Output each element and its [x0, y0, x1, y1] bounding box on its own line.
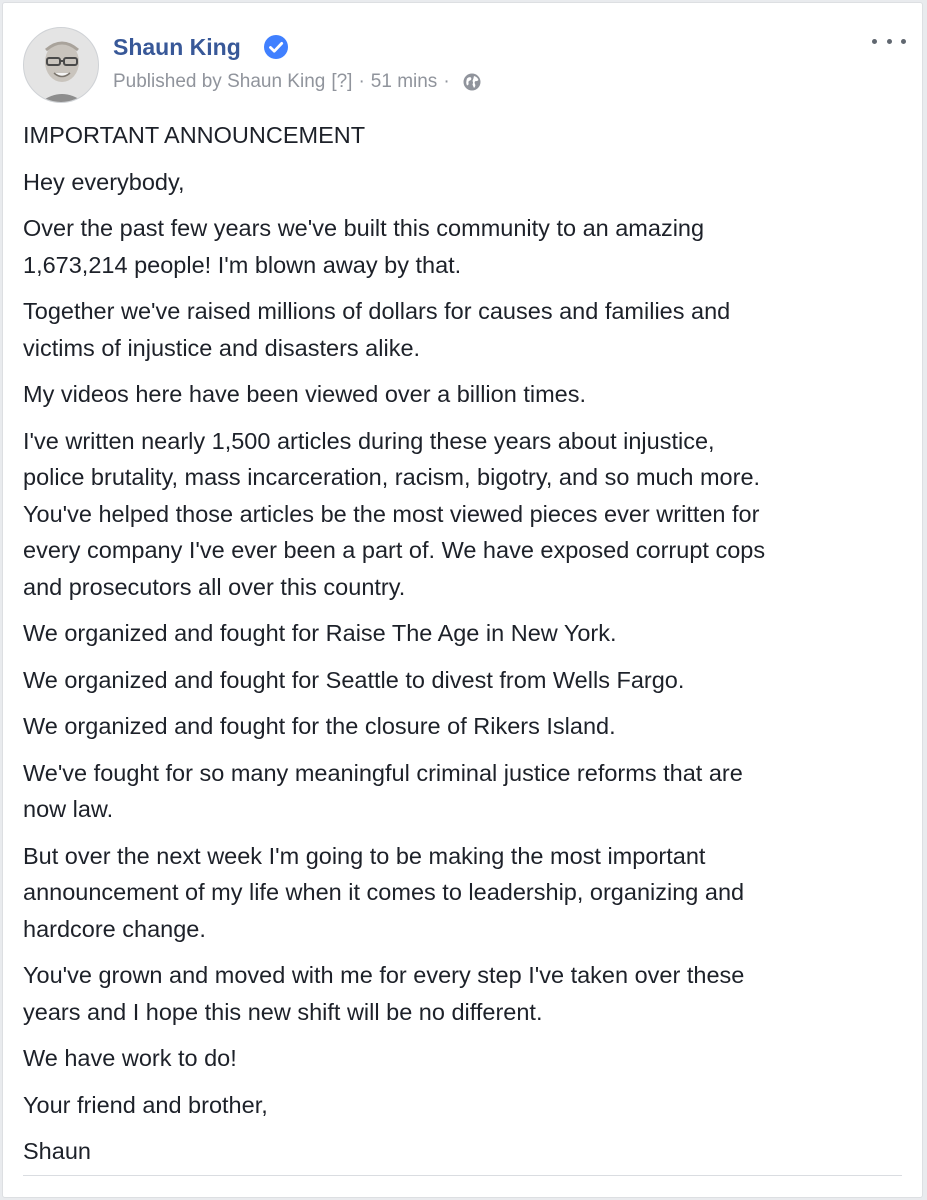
avatar[interactable] [23, 27, 99, 103]
post-paragraph-work: We have work to do! [23, 1045, 237, 1071]
post-heading: IMPORTANT ANNOUNCEMENT [23, 122, 366, 148]
post-paragraph-raised: Together we've raised millions of dollars for causes and families and victims of injustice and disasters alike. [23, 298, 731, 361]
more-options-button[interactable] [872, 29, 906, 53]
timestamp-link[interactable]: 51 mins [370, 71, 438, 92]
post-closing: Your friend and brother, [23, 1091, 268, 1118]
meta-separator: · [358, 71, 365, 92]
post-meta [113, 67, 482, 97]
author-name-link[interactable]: Shaun King [113, 34, 241, 60]
post-body [23, 117, 903, 1180]
post-paragraph-community: Over the past few years we've built this community to an amazing 1,673,214 people! I'm blown away by that. [23, 215, 705, 278]
post-paragraph-articles: I've written nearly 1,500 articles during these years about injustice, police brutality, mass incarceration, racism, bigotry, and so much more. You've helped those articles be the most viewed pieces ever written for every company I've ever been a part of. We have exposed corrupt cops and prosecutors all over this country. [23, 427, 766, 600]
globe-icon[interactable] [462, 72, 482, 92]
post-signature: Shaun [23, 1138, 91, 1164]
post-greeting: Hey everybody, [23, 168, 185, 195]
more-options-icon [872, 39, 877, 44]
post-card [2, 2, 923, 1198]
post-paragraph-raise-age: We organized and fought for Raise The Age in New York. [23, 620, 617, 646]
verified-badge-icon [263, 34, 289, 60]
post-paragraph-grown: You've grown and moved with me for every step I've taken over these years and I hope this new shift will be no different. [23, 962, 745, 1025]
post-paragraph-reforms: We've fought for so many meaningful criminal justice reforms that are now law. [23, 759, 743, 822]
footer-divider [23, 1175, 902, 1176]
help-link[interactable]: [?] [331, 71, 353, 92]
post-paragraph-rikers: We organized and fought for the closure of Rikers Island. [23, 713, 616, 739]
post-paragraph-announcement: But over the next week I'm going to be making the most important announcement of my life when it comes to leadership, organizing and hardcore change. [23, 842, 745, 942]
post-paragraph-seattle: We organized and fought for Seattle to divest from Wells Fargo. [23, 666, 685, 693]
post-paragraph-videos: My videos here have been viewed over a billion times. [23, 381, 586, 407]
meta-separator: · [443, 71, 450, 92]
published-by-text: Published by Shaun King [113, 71, 326, 92]
